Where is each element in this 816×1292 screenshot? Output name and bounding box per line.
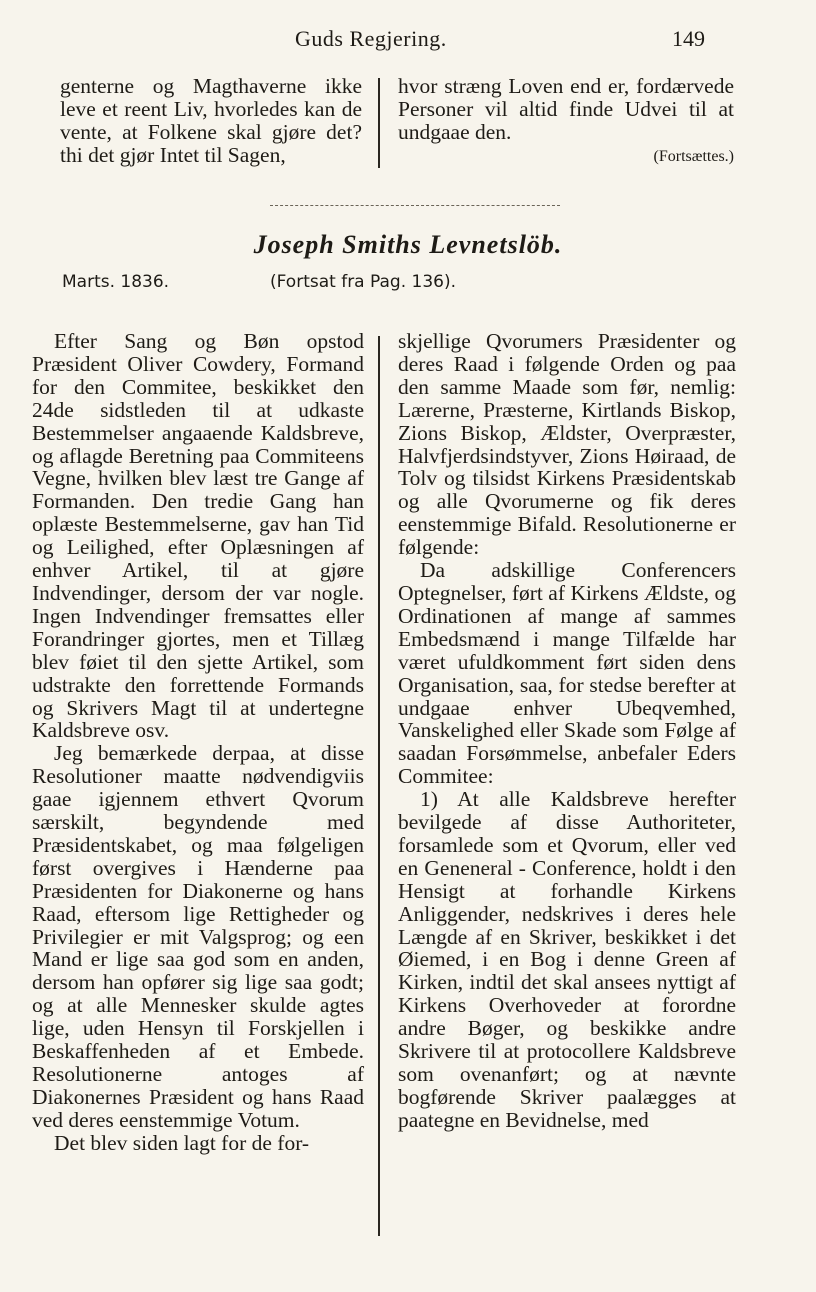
top-left-column <box>60 75 362 167</box>
paragraph: skjellige Qvorumers Præsidenter og deres Raad i følgende Orden og paa den samme Maade som før, nemlig: Lærerne, Præsterne, Kirtlands Biskop, Zions Biskop, Ældster, Overpræster, Halvfjerdsindstyver, Zions Høiraad, de Tolv og tilsidst Kirkens Præsidentskab og alle Qvorumerne og fik deres eenstemmige Bifald. Resolutionerne er følgende: <box>398 329 736 560</box>
paragraph: Jeg bemærkede derpaa, at disse Resolutioner maatte nødvendigviis gaae igjennem ethvert Qvorum særskilt, begyndende med Præsidentskabet, og maa følgeligen først overgives i Hænderne paa Præsidenten for Diakonerne og hans Raad, eftersom lige Rettigheder og Privilegier er mit Valgsprog; og een Mand er lige saa god som en anden, dersom han opfører sig lige saa godt; og at alle Mennesker skulde agtes lige, uden Hensyn til Forskjellen i Beskaffenheden af et Embede. Resolutionerne antoges af Diakonernes Præsident og hans Raad ved deres eenstemmige Votum. <box>32 741 364 1132</box>
paragraph: 1) At alle Kaldsbreve herefter bevilgede af disse Authoriteter, forsamlede som et Qvorum, eller ved en Geneneral - Conference, holdt i den Hensigt at forhandle Kirkens Anliggender, nedskrives i deres hele Længde af en Skriver, beskikket i det Øiemed, i en Bog i denne Green af Kirken, indtil det skal ansees nyttigt af Kirkens Overhoveder at forordne andre Bøger, og beskikke andre Skrivere til at protocollere Kaldsbreve som ovenanført; og at nævnte bogførende Skriver paalægges at paategne en Bevidnelse, med <box>398 787 736 1132</box>
continued-note: (Fortsættes.) <box>653 147 734 165</box>
column-divider-top <box>378 78 380 168</box>
article-date: Marts. 1836. <box>62 272 170 292</box>
section-divider <box>270 205 560 206</box>
column-divider-body <box>378 336 380 1236</box>
continued-from: (Fortsat fra Pag. 136). <box>270 272 456 292</box>
running-head-title: Guds Regjering. <box>295 26 447 51</box>
article-title: Joseph Smiths Levnetslöb. <box>253 230 563 259</box>
body-right-column <box>398 330 736 1132</box>
paragraph: Det blev siden lagt for de for- <box>54 1130 310 1155</box>
top-right-text: hvor stræng Loven end er, fordærvede Personer vil altid finde Udvei til at undgaae den. <box>398 74 734 144</box>
paragraph: Efter Sang og Bøn opstod Præsident Oliver Cowdery, Formand for den Commitee, beskikket den 24de sidstleden til at udkaste Bestemmelser angaaende Kaldsbreve, og aflagde Beretning paa Commiteens Vegne, hvilken blev læst tre Gange af Formanden. Den tredie Gang han oplæste Bestemmelserne, gav han Tid og Leilighed, efter Oplæsningen af enhver Artikel, til at gjøre Indvendinger, dersom der var nogle. Ingen Indvendinger fremsattes eller Forandringer gjortes, men et Tillæg blev føiet til den sjette Artikel, som udstrakte den forrettende Formands og Skrivers Magt til at undertegne Kaldsbreve osv. <box>32 329 364 743</box>
paragraph: Da adskillige Conferencers Optegnelser, ført af Kirkens Ældste, og Ordinationen af mange af sammes Embedsmænd i mange Tilfælde har været ufuldkomment ført siden dens Organisation, saa, for stedse berefter at undgaae enhver Ubeqvemhed, Vanskelighed eller Skade som Følge af saadan Forsømmelse, anbefaler Eders Commitee: <box>398 558 736 789</box>
running-head <box>0 26 816 56</box>
body-left-column <box>32 330 364 1155</box>
page-number: 149 <box>672 26 705 51</box>
top-right-column <box>398 75 734 169</box>
top-left-text: genterne og Magthaverne ikke leve et reent Liv, hvorledes kan de vente, at Folkene skal gjøre det? thi det gjør Intet til Sagen, <box>60 74 362 167</box>
